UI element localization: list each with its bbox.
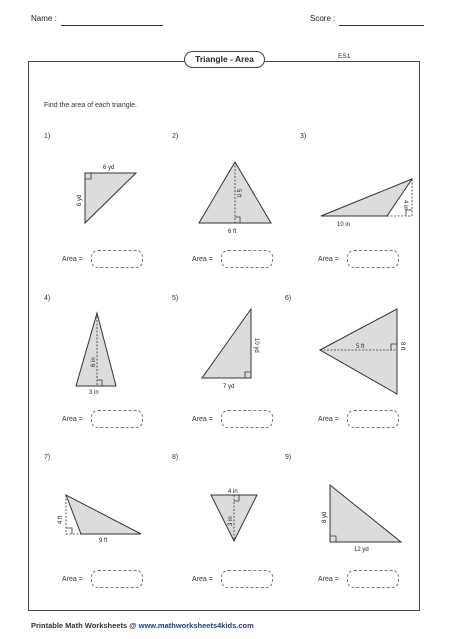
dimension-label: 5 ft bbox=[235, 189, 241, 198]
area-label: Area = bbox=[318, 416, 339, 423]
area-label: Area = bbox=[192, 416, 213, 423]
triangle-figure-5 bbox=[195, 305, 275, 395]
score-label: Score : bbox=[310, 14, 336, 23]
worksheet-title: Triangle - Area bbox=[184, 51, 265, 68]
triangle-figure-8 bbox=[205, 485, 265, 545]
worksheet-code: ES1 bbox=[338, 53, 351, 60]
dimension-label: 9 ft bbox=[99, 538, 108, 544]
answer-box-9[interactable] bbox=[347, 570, 399, 588]
problem-number: 4) bbox=[44, 295, 51, 302]
dimension-label: 8 yd bbox=[322, 511, 328, 523]
dimension-label: 10 yd bbox=[253, 338, 259, 353]
triangle-figure-7 bbox=[50, 490, 150, 550]
triangle-shape bbox=[85, 173, 136, 223]
triangle-figure-4 bbox=[70, 310, 130, 400]
answer-box-4[interactable] bbox=[91, 410, 143, 428]
problem-number: 2) bbox=[172, 133, 179, 140]
triangle-shape bbox=[202, 309, 251, 378]
answer-box-7[interactable] bbox=[91, 570, 143, 588]
answer-box-8[interactable] bbox=[221, 570, 273, 588]
answer-box-2[interactable] bbox=[221, 250, 273, 268]
area-label: Area = bbox=[318, 576, 339, 583]
triangle-figure-6 bbox=[315, 305, 415, 400]
dimension-label: 4 in bbox=[228, 489, 238, 495]
dimension-label: 4 in bbox=[402, 200, 408, 210]
score-line[interactable] bbox=[339, 25, 424, 26]
dimension-label: 6 yd bbox=[77, 194, 83, 206]
triangle-shape bbox=[76, 313, 116, 386]
triangle-shape bbox=[66, 495, 141, 534]
problem-number: 8) bbox=[172, 454, 179, 461]
triangle-figure-1 bbox=[70, 160, 150, 230]
dimension-label: 12 yd bbox=[354, 547, 369, 553]
instructions: Find the area of each triangle. bbox=[44, 102, 138, 109]
triangle-shape bbox=[330, 485, 401, 542]
problem-number: 3) bbox=[300, 133, 307, 140]
area-label: Area = bbox=[62, 416, 83, 423]
footer-link[interactable]: www.mathworksheets4kids.com bbox=[138, 621, 254, 630]
dimension-label: 4 ft bbox=[58, 515, 64, 524]
dimension-label: 5 ft bbox=[356, 344, 365, 350]
dimension-label: 6 yd bbox=[103, 165, 115, 171]
problem-number: 5) bbox=[172, 295, 179, 302]
answer-box-1[interactable] bbox=[91, 250, 143, 268]
area-label: Area = bbox=[192, 256, 213, 263]
dimension-label: 8 ft bbox=[399, 342, 405, 351]
problem-number: 9) bbox=[285, 454, 292, 461]
answer-box-5[interactable] bbox=[221, 410, 273, 428]
footer bbox=[31, 621, 254, 630]
area-label: Area = bbox=[62, 576, 83, 583]
right-angle-mark bbox=[406, 210, 412, 216]
triangle-shape bbox=[320, 309, 397, 394]
dimension-label: 6 ft bbox=[228, 229, 237, 235]
dimension-label: 7 yd bbox=[223, 384, 235, 390]
area-label: Area = bbox=[318, 256, 339, 263]
right-angle-mark bbox=[66, 528, 72, 534]
dimension-label: 3 in bbox=[228, 516, 234, 526]
problem-number: 7) bbox=[44, 454, 51, 461]
dimension-label: 3 in bbox=[89, 390, 99, 396]
area-label: Area = bbox=[192, 576, 213, 583]
answer-box-6[interactable] bbox=[347, 410, 399, 428]
name-label: Name : bbox=[31, 14, 57, 23]
dimension-label: 10 in bbox=[337, 222, 351, 228]
triangle-figure-9 bbox=[315, 480, 415, 560]
footer-prefix: Printable Math Worksheets @ bbox=[31, 621, 139, 630]
triangle-figure-3 bbox=[315, 175, 425, 235]
area-label: Area = bbox=[62, 256, 83, 263]
triangle-shape bbox=[199, 162, 271, 223]
triangle-figure-2 bbox=[195, 160, 275, 240]
triangle-shape bbox=[321, 179, 412, 216]
problem-number: 6) bbox=[285, 295, 292, 302]
dimension-label: 6 in bbox=[91, 357, 97, 367]
answer-box-3[interactable] bbox=[347, 250, 399, 268]
name-line[interactable] bbox=[61, 25, 163, 26]
problem-number: 1) bbox=[44, 133, 51, 140]
